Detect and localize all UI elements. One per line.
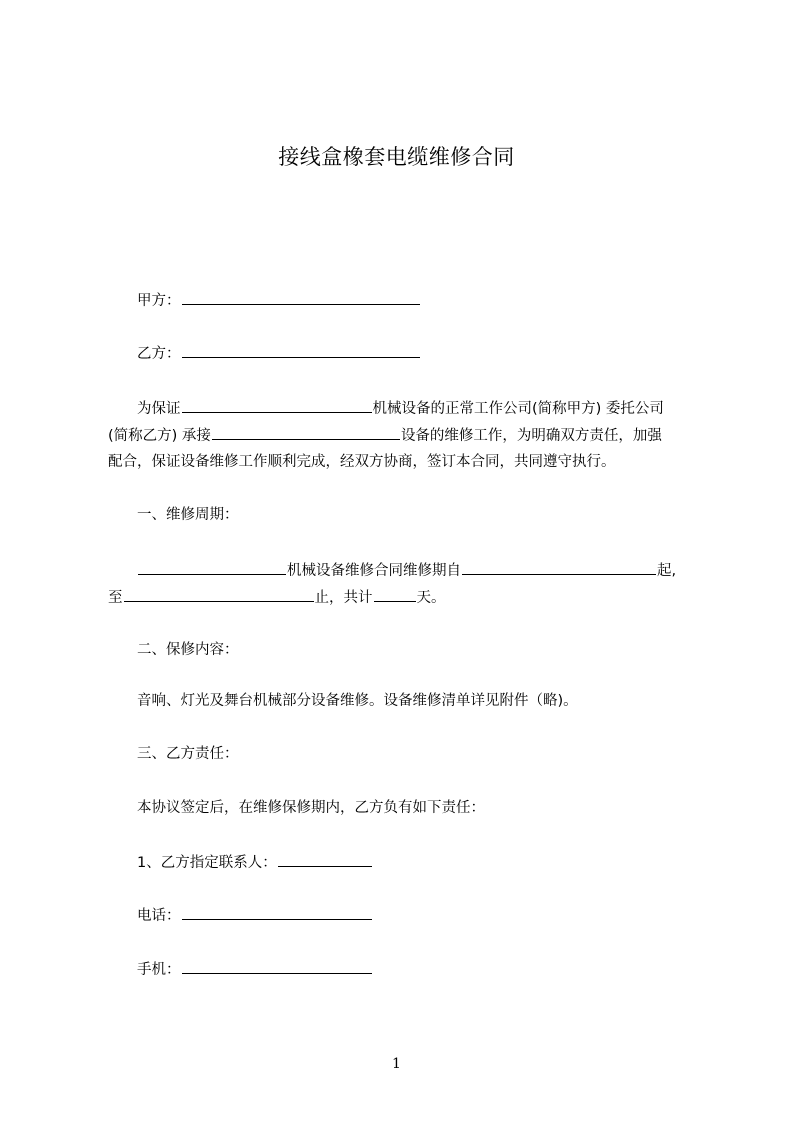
page-number: 1 xyxy=(392,1056,401,1072)
days-blank xyxy=(374,587,416,602)
equipment-name-blank xyxy=(138,560,286,575)
section-2-body: 音响、灯光及舞台机械部分设备维修。设备维修清单详见附件（略)。 xyxy=(137,693,578,709)
mobile-label: 手机： xyxy=(137,962,181,978)
start-date-blank xyxy=(462,560,656,575)
section-1-heading: 一、维修周期： xyxy=(137,507,239,523)
phone-line xyxy=(137,905,373,926)
party-b-blank xyxy=(182,343,420,358)
party-b-label: 乙方： xyxy=(137,346,181,362)
party-a-blank xyxy=(182,290,420,305)
intro-line-3 xyxy=(108,452,616,472)
contact-person-label: 1、乙方指定联系人： xyxy=(137,855,277,871)
contact-person-blank xyxy=(278,852,372,867)
document-title: 接线盒橡套电缆维修合同 xyxy=(278,145,515,169)
period-text: 至 xyxy=(108,590,123,606)
section-1-line-1 xyxy=(137,560,676,581)
end-date-blank xyxy=(124,587,314,602)
period-text: 天。 xyxy=(416,590,446,606)
intro-line-2 xyxy=(108,425,662,446)
section-2-heading: 二、保修内容： xyxy=(137,642,239,658)
period-text: 机械设备维修合同维修期自 xyxy=(287,563,461,579)
intro-text: 为保证 xyxy=(137,401,181,417)
section-1-line-2 xyxy=(108,587,446,608)
mobile-blank xyxy=(182,959,372,974)
party-a-label: 甲方： xyxy=(137,293,181,309)
phone-blank xyxy=(182,905,372,920)
section-3-body: 本协议签定后，在维修保修期内，乙方负有如下责任： xyxy=(137,800,485,816)
intro-text: 设备的维修工作，为明确双方责任，加强 xyxy=(400,428,662,444)
intro-line-1 xyxy=(137,398,664,419)
period-text: 止，共计 xyxy=(314,590,373,606)
period-text: 起, xyxy=(657,563,677,579)
intro-text: 机械设备的正常工作公司(简称甲方) 委托公司 xyxy=(372,401,664,417)
equipment-scope-blank xyxy=(212,425,400,440)
mobile-line xyxy=(137,959,373,980)
section-3-heading: 三、乙方责任： xyxy=(137,746,239,762)
intro-text: 配合，保证设备维修工作顺利完成，经双方协商，签订本合同，共同遵守执行。 xyxy=(108,454,616,470)
phone-label: 电话： xyxy=(137,908,181,924)
party-a-line xyxy=(137,290,421,311)
party-b-line xyxy=(137,343,421,364)
intro-text: (简称乙方) 承接 xyxy=(108,428,211,444)
contact-person-line xyxy=(137,852,373,873)
equipment-blank xyxy=(182,398,372,413)
